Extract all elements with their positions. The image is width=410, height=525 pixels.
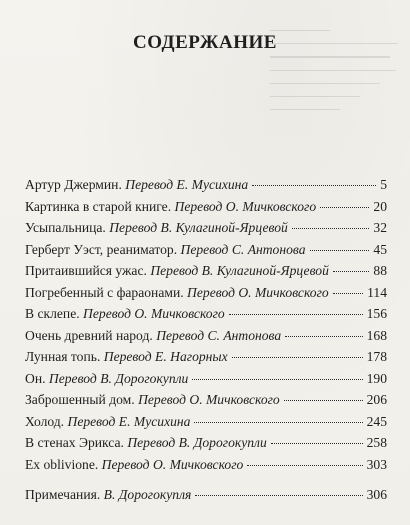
- notes-page-number: 306: [366, 487, 387, 502]
- entry-page-number: 178: [366, 349, 387, 364]
- entry-translator: Перевод В. Дорогокупли: [127, 435, 267, 450]
- dot-leader: [320, 207, 369, 208]
- entry-title: Артур Джермин.: [25, 177, 122, 192]
- entry-translator: Перевод В. Кулагиной-Ярцевой: [109, 220, 288, 235]
- entry-translator: Перевод О. Мичковского: [101, 456, 244, 472]
- toc-entry: [25, 368, 387, 390]
- entry-page-number: 258: [366, 435, 387, 450]
- dot-leader: [247, 465, 362, 466]
- entry-page-number: 206: [366, 392, 387, 407]
- dot-leader: [229, 314, 363, 315]
- dot-leader: [284, 400, 363, 401]
- toc-entry: [25, 303, 387, 325]
- entry-title: Заброшенный дом.: [25, 392, 135, 407]
- toc-entry: [25, 346, 387, 368]
- entry-translator: Перевод О. Мичковского: [174, 198, 317, 214]
- entry-page-number: 190: [366, 370, 387, 386]
- entry-title: Притаившийся ужас.: [25, 263, 147, 278]
- entry-page-number: 45: [373, 241, 387, 257]
- entry-page-number: 245: [366, 413, 387, 429]
- dot-leader: [271, 443, 363, 444]
- entry-title: Картинка в старой книге.: [25, 198, 172, 214]
- entry-translator: Перевод В. Кулагиной-Ярцевой: [150, 263, 329, 278]
- entry-title: Очень древний народ.: [25, 327, 153, 343]
- entry-title: Он.: [25, 370, 46, 386]
- entry-page-number: 5: [380, 177, 387, 192]
- toc-entry: [25, 325, 387, 347]
- entry-translator: Перевод В. Дорогокупли: [48, 370, 189, 386]
- dot-leader: [285, 336, 362, 337]
- toc-entry: [25, 174, 387, 196]
- dot-leader: [252, 185, 376, 186]
- toc-entry: [25, 389, 387, 411]
- dot-leader: [292, 228, 370, 229]
- toc-entry: [25, 260, 387, 282]
- entry-title: В склепе.: [25, 306, 80, 321]
- entry-translator: Перевод О. Мичковского: [187, 284, 329, 300]
- dot-leader: [232, 357, 363, 358]
- dot-leader: [192, 379, 362, 380]
- toc-entry: [25, 196, 387, 218]
- notes-title: Примечания.: [25, 487, 101, 502]
- entry-translator: Перевод Е. Мусихина: [67, 413, 191, 429]
- toc-entry: [25, 454, 387, 476]
- entry-page-number: 114: [367, 284, 387, 300]
- entry-title: Герберт Уэст, реаниматор.: [25, 241, 178, 257]
- toc-entry: [25, 282, 387, 304]
- entry-page-number: 156: [366, 306, 387, 321]
- entry-page-number: 20: [373, 198, 387, 214]
- dot-leader: [333, 271, 370, 272]
- dot-leader: [194, 422, 362, 423]
- entry-title: Погребенный с фараонами.: [25, 284, 184, 300]
- toc-entry: [25, 411, 387, 433]
- dot-leader: [310, 250, 370, 251]
- entry-translator: Перевод С. Антонова: [180, 241, 306, 257]
- toc-entry: [25, 217, 387, 239]
- table-of-contents: [25, 174, 387, 506]
- entry-page-number: 88: [373, 263, 387, 278]
- toc-entry-notes: [25, 484, 387, 506]
- entry-translator: Перевод Е. Нагорных: [103, 349, 228, 364]
- entry-translator: Перевод О. Мичковского: [83, 306, 225, 321]
- entry-title: Ex oblivione.: [25, 456, 99, 472]
- entry-title: Лунная топь.: [25, 349, 101, 364]
- entry-title: Усыпальница.: [25, 220, 106, 235]
- entry-page-number: 168: [366, 327, 387, 343]
- notes-author: В. Дорогокупля: [103, 487, 192, 502]
- toc-entry: [25, 432, 387, 454]
- page-title: СОДЕРЖАНИЕ: [133, 32, 277, 53]
- dot-leader: [195, 495, 362, 496]
- entry-translator: Перевод С. Антонова: [156, 327, 282, 343]
- dot-leader: [333, 293, 363, 294]
- entry-page-number: 303: [366, 456, 387, 472]
- entry-translator: Перевод О. Мичковского: [138, 392, 280, 407]
- entry-translator: Перевод Е. Мусихина: [125, 177, 249, 192]
- entry-title: Холод.: [25, 413, 65, 429]
- entry-page-number: 32: [373, 220, 387, 235]
- toc-entry: [25, 239, 387, 261]
- entry-title: В стенах Эрикса.: [25, 435, 124, 450]
